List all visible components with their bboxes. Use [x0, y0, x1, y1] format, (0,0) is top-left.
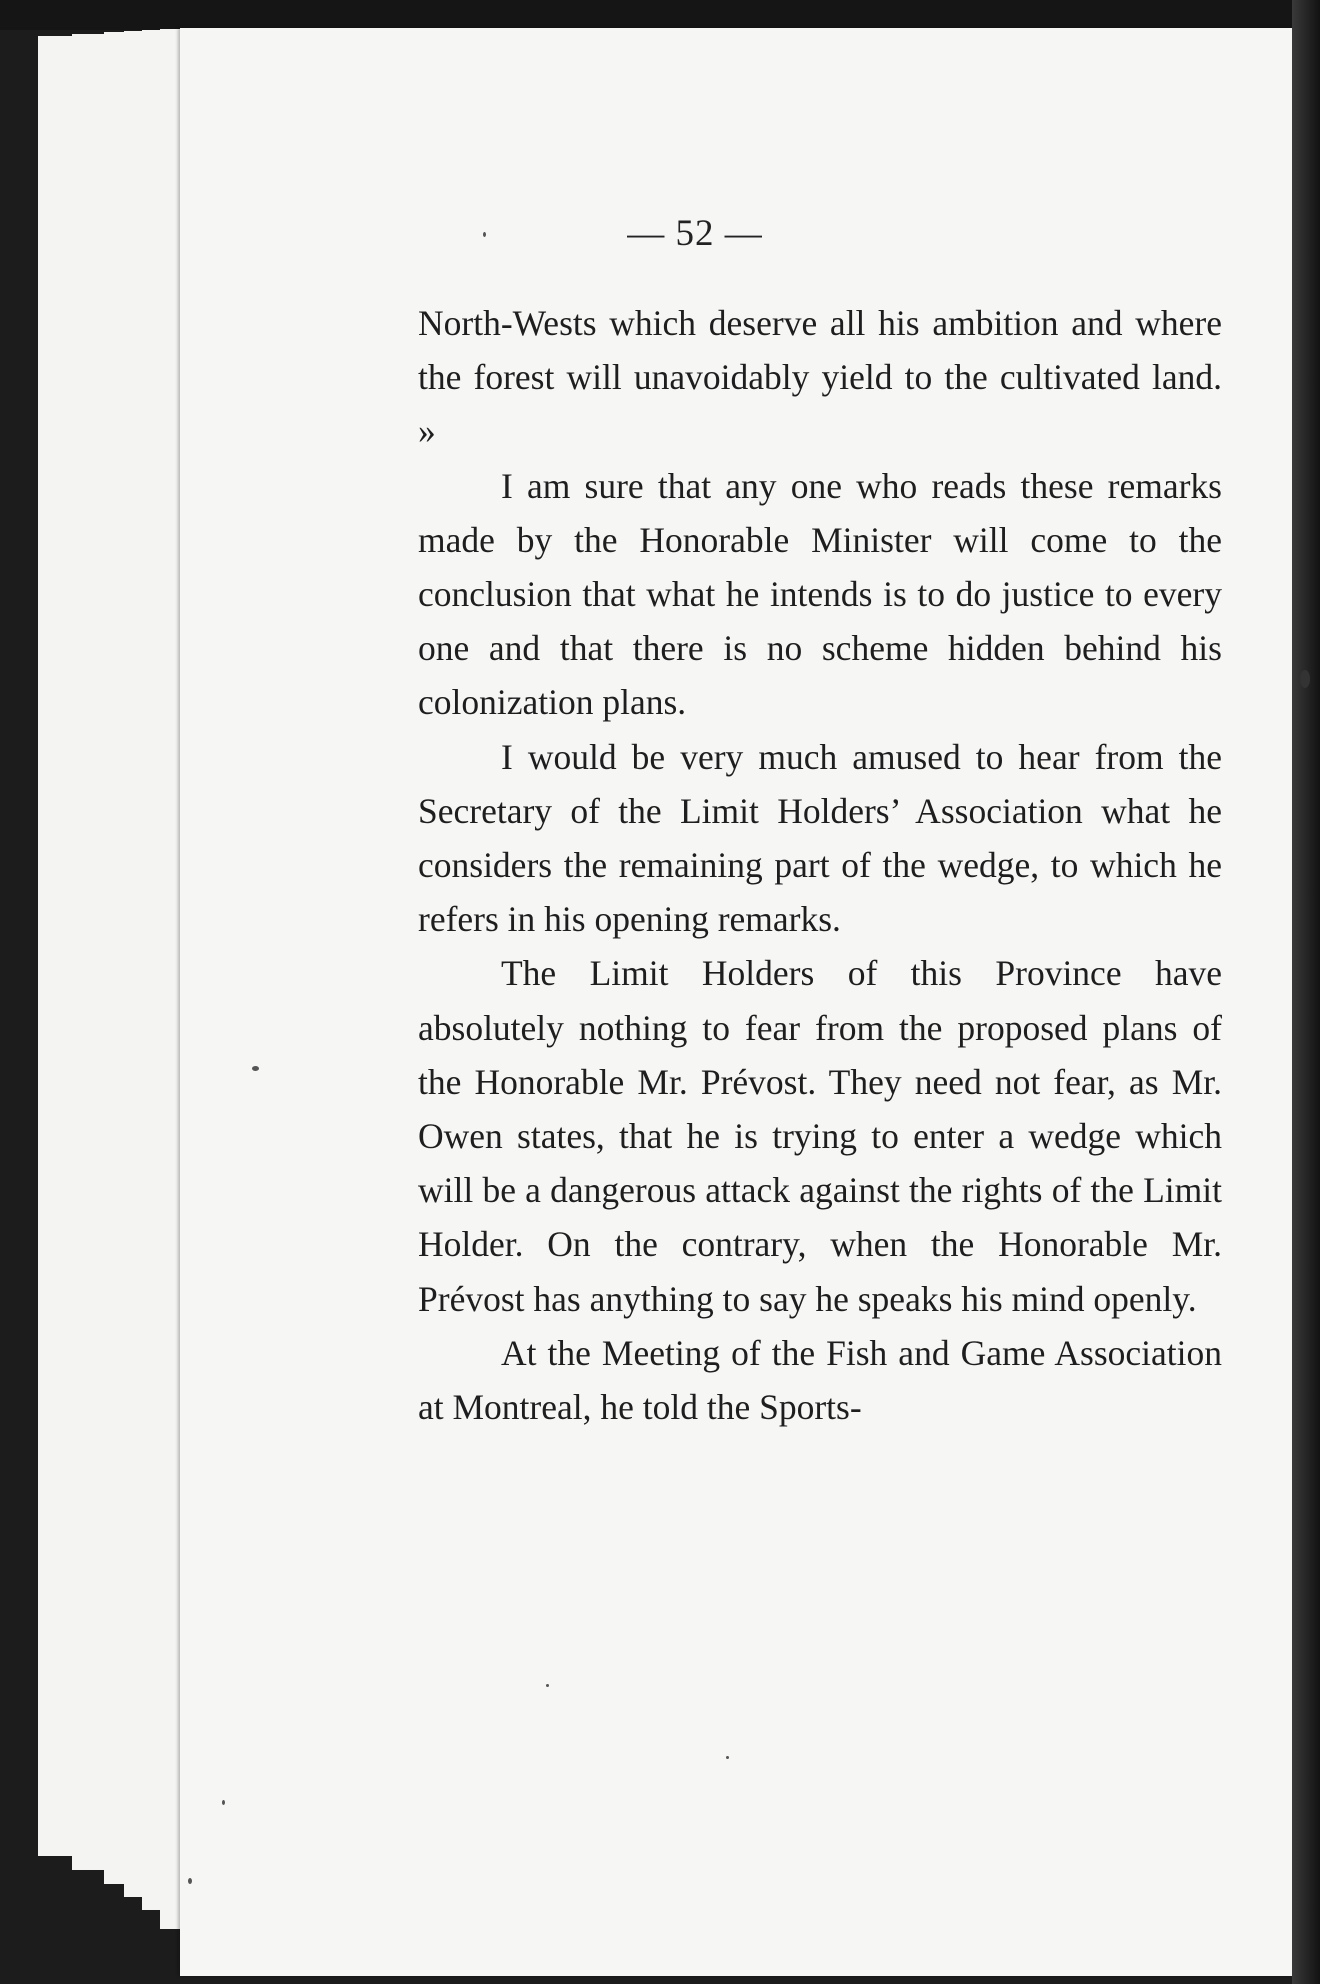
- scan-speck: [483, 232, 486, 237]
- scan-speck: [188, 1878, 192, 1884]
- paragraph-5: At the Meeting of the Fish and Game Association at Montreal, he told the Sports-: [418, 1332, 1222, 1428]
- paragraph-3: I would be very much amused to hear from the Secretary of the Limit Holders’ Association what he considers the remaining part of the wedge, to which he refers in his opening remarks.: [418, 736, 1222, 940]
- body-text: [418, 296, 1222, 1434]
- scan-speck: [546, 1684, 549, 1687]
- scan-speck: [726, 1756, 729, 1759]
- scan-top-shadow: [0, 0, 1320, 30]
- scan-speck: [1300, 670, 1310, 688]
- scan-speck: [252, 1066, 259, 1071]
- paragraph-2: I am sure that any one who reads these remarks made by the Honorable Minister will come to the conclusion that what he intends is to do justice to every one and that there is no scheme hidden behind his colonization plans.: [418, 465, 1222, 723]
- page-number: — 52 —: [627, 213, 763, 254]
- paragraph-1: North-Wests which deserve all his ambition and where the forest will unavoidably yield to the cultivated land. »: [418, 303, 1222, 452]
- binding-gutter: [1292, 0, 1320, 1984]
- scan-speck: [222, 1800, 225, 1805]
- paragraph-4: The Limit Holders of this Province have absolutely nothing to fear from the proposed plans of the Honorable Mr. Prévost. They need not fear, as Mr. Owen states, that he is trying to enter a wedge which will be a dangerous attack against the rights of the Limit Holder. On the contrary, when the Honorable Mr. Prévost has anything to say he speaks his mind openly.: [418, 953, 1222, 1319]
